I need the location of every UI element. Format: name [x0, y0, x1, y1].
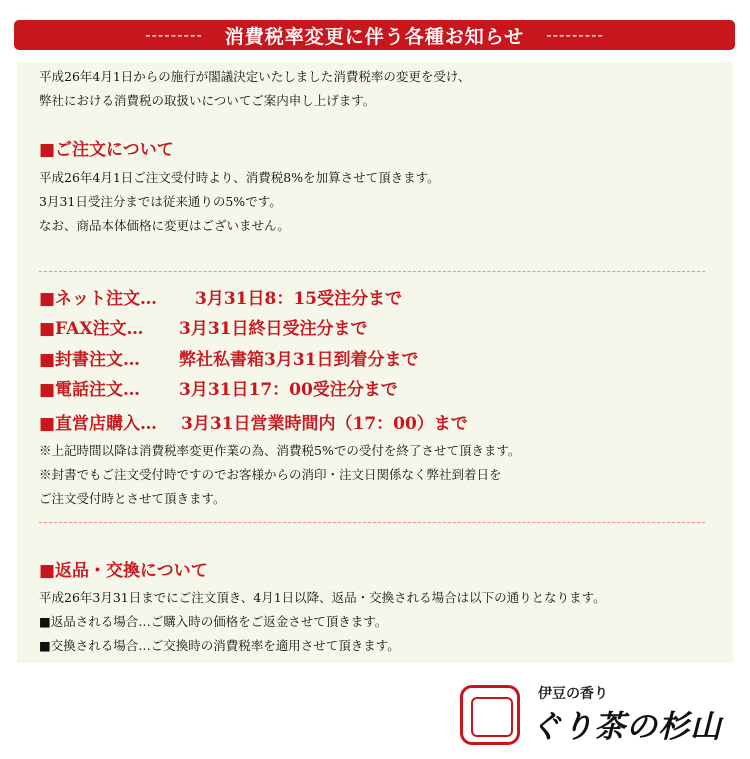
- order-heading: ■ご注文について: [39, 140, 174, 160]
- deadline-row: [39, 375, 398, 400]
- order-line: 3月31日受注分までは従来通りの5%です。: [39, 194, 282, 209]
- deadline-method: ■FAX注文…: [39, 319, 144, 339]
- intro-line: 平成26年4月1日からの施行が閣議決定いたしました消費税率の変更を受け、: [39, 69, 471, 84]
- deadline-row: [39, 284, 402, 309]
- returns-line: ■返品される場合…ご購入時の価格をご返金させて頂きます。: [39, 614, 388, 629]
- deadline-time: 3月31日8：15受注分まで: [195, 289, 402, 309]
- deadline-time: 3月31日終日受注分まで: [179, 319, 368, 339]
- deadline-method: ■封書注文…: [39, 350, 141, 370]
- deadline-time: 3月31日営業時間内（17：00）まで: [181, 414, 468, 434]
- logo-tagline: 伊豆の香り: [538, 686, 608, 702]
- logo-brand-name: ぐり茶の杉山: [530, 709, 722, 745]
- intro-line: 弊社における消費税の取扱いについてご案内申し上げます。: [39, 93, 376, 108]
- company-logo: [460, 683, 732, 747]
- deadline-method: ■ネット注文…: [39, 289, 158, 309]
- deadline-method: ■直営店購入…: [39, 414, 158, 434]
- deadline-row: [39, 409, 468, 434]
- returns-heading: ■返品・交換について: [39, 561, 208, 581]
- banner-left-dashes: ---------: [145, 26, 203, 44]
- dashed-divider: [39, 522, 705, 523]
- deadline-row: [39, 314, 368, 339]
- banner-title: 消費税率変更に伴う各種お知らせ: [224, 25, 525, 48]
- dashed-divider: [39, 271, 705, 272]
- seal-icon: [460, 685, 520, 745]
- note-line: ご注文受付時とさせて頂きます。: [39, 491, 226, 506]
- deadline-row: [39, 345, 419, 370]
- notice-banner: [14, 20, 735, 50]
- deadline-time: 3月31日17：00受注分まで: [179, 380, 398, 400]
- deadline-method: ■電話注文…: [39, 380, 141, 400]
- returns-line: 平成26年3月31日までにご注文頂き、4月1日以降、返品・交換される場合は以下の通りとなります。: [39, 590, 606, 605]
- note-line: ※封書でもご注文受付時ですのでお客様からの消印・注文日関係なく弊社到着日を: [39, 467, 502, 482]
- returns-line: ■交換される場合…ご交換時の消費税率を適用させて頂きます。: [39, 638, 400, 653]
- note-line: ※上記時間以降は消費税率変更作業の為、消費税5%での受付を終了させて頂きます。: [39, 443, 521, 458]
- deadline-time: 弊社私書箱3月31日到着分まで: [179, 350, 419, 370]
- banner-right-dashes: ---------: [546, 26, 604, 44]
- order-line: なお、商品本体価格に変更はございません。: [39, 218, 290, 233]
- order-line: 平成26年4月1日ご注文受付時より、消費税8%を加算させて頂きます。: [39, 170, 440, 185]
- notice-panel: [17, 62, 733, 663]
